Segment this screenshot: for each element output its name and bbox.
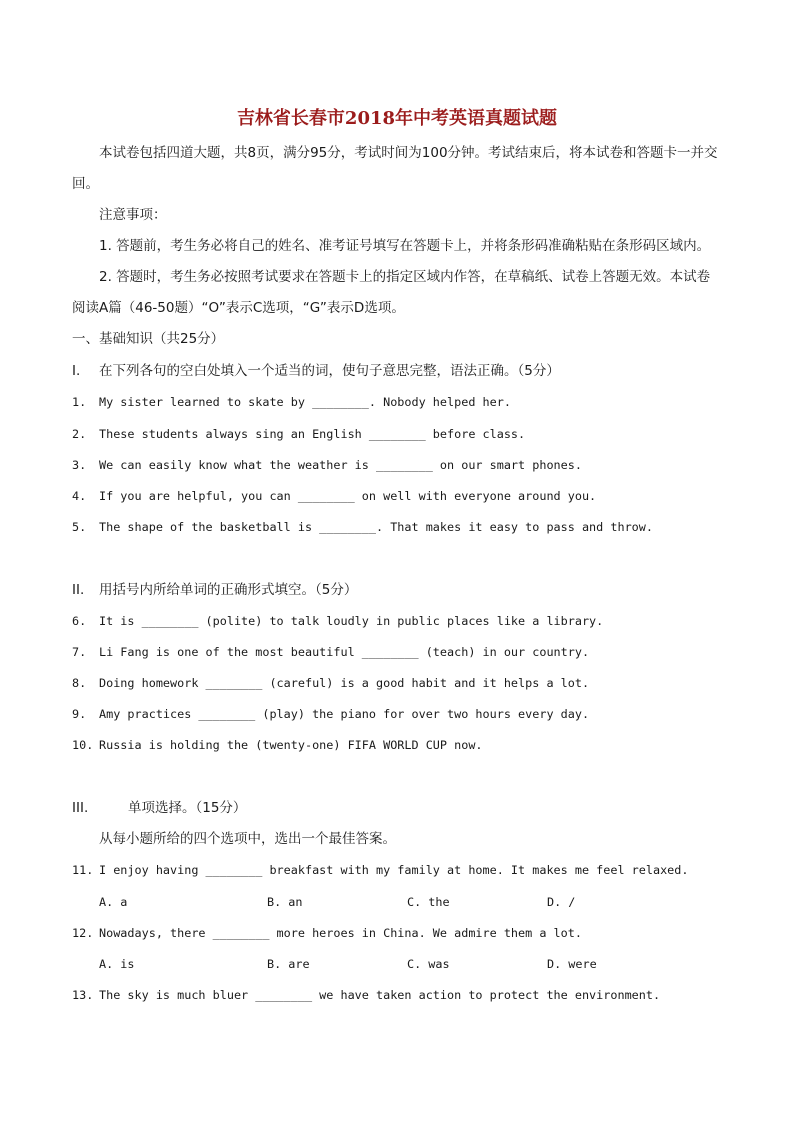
option-b: B. are — [267, 957, 310, 971]
page-title: 吉林省长春市2018年中考英语真题试题 — [236, 108, 558, 129]
question-text: The sky is much bluer ________ we have taken action to protect the environment. — [99, 988, 661, 1002]
section-2-number: II. — [72, 582, 85, 598]
question-number: 11. — [72, 863, 94, 877]
option-b: B. an — [267, 895, 303, 909]
question-text: Russia is holding the (twenty-one) FIFA WORLD CUP now. — [99, 738, 483, 752]
part-one-heading: 一、基础知识（共25分） — [72, 331, 225, 347]
question-text: Doing homework ________ (careful) is a good habit and it helps a lot. — [99, 676, 590, 690]
option-c: C. the — [407, 895, 450, 909]
question-text: Amy practices ________ (play) the piano for over two hours every day. — [99, 707, 590, 721]
question-number: 4. — [72, 489, 87, 503]
question-number: 5. — [72, 520, 87, 534]
question-text: The shape of the basketball is ________. That makes it easy to pass and throw. — [99, 520, 653, 534]
notice-heading: 注意事项： — [99, 207, 167, 223]
question-number: 12. — [72, 926, 94, 940]
question-text: It is ________ (polite) to talk loudly in public places like a library. — [99, 614, 604, 628]
question-number: 3. — [72, 458, 87, 472]
question-number: 13. — [72, 988, 94, 1002]
option-a: A. a — [99, 895, 128, 909]
section-3-sub-instruction: 从每小题所给的四个选项中，选出一个最佳答案。 — [99, 831, 396, 847]
question-text: If you are helpful, you can ________ on well with everyone around you. — [99, 489, 597, 503]
question-number: 2. — [72, 427, 87, 441]
notice-item-2: 2. 答题时，考生务必按照考试要求在答题卡上的指定区域内作答，在草稿纸、试卷上答题无效。本试卷阅读A篇（46-50题）“O”表示C选项，“G”表示D选项。 — [72, 269, 711, 316]
question-number: 1. — [72, 395, 87, 409]
option-d: D. / — [547, 895, 576, 909]
question-number: 6. — [72, 614, 87, 628]
intro-paragraph: 本试卷包括四道大题，共8页，满分95分，考试时间为100分钟。考试结束后，将本试卷和答题卡一并交回。 — [72, 145, 718, 192]
section-1-number: I. — [72, 363, 81, 379]
question-text: These students always sing an English ________ before class. — [99, 427, 526, 441]
section-2-instruction: 用括号内所给单词的正确形式填空。（5分） — [99, 582, 358, 598]
question-number: 10. — [72, 738, 94, 752]
question-text: My sister learned to skate by ________. Nobody helped her. — [99, 395, 511, 409]
question-text: Nowadays, there ________ more heroes in China. We admire them a lot. — [99, 926, 582, 940]
question-number: 8. — [72, 676, 87, 690]
question-number: 9. — [72, 707, 87, 721]
option-d: D. were — [547, 957, 597, 971]
section-1-instruction: 在下列各句的空白处填入一个适当的词，使句子意思完整，语法正确。（5分） — [99, 363, 560, 379]
section-3-number: III. — [72, 800, 89, 816]
option-c: C. was — [407, 957, 450, 971]
question-text: I enjoy having ________ breakfast with my family at home. It makes me feel relaxed. — [99, 863, 689, 877]
question-text: Li Fang is one of the most beautiful ________ (teach) in our country. — [99, 645, 590, 659]
question-text: We can easily know what the weather is ________ on our smart phones. — [99, 458, 582, 472]
question-number: 7. — [72, 645, 87, 659]
option-a: A. is — [99, 957, 135, 971]
section-3-instruction: 单项选择。（15分） — [128, 800, 247, 816]
notice-item-1: 1. 答题前，考生务必将自己的姓名、准考证号填写在答题卡上，并将条形码准确粘贴在条形码区域内。 — [99, 238, 711, 254]
